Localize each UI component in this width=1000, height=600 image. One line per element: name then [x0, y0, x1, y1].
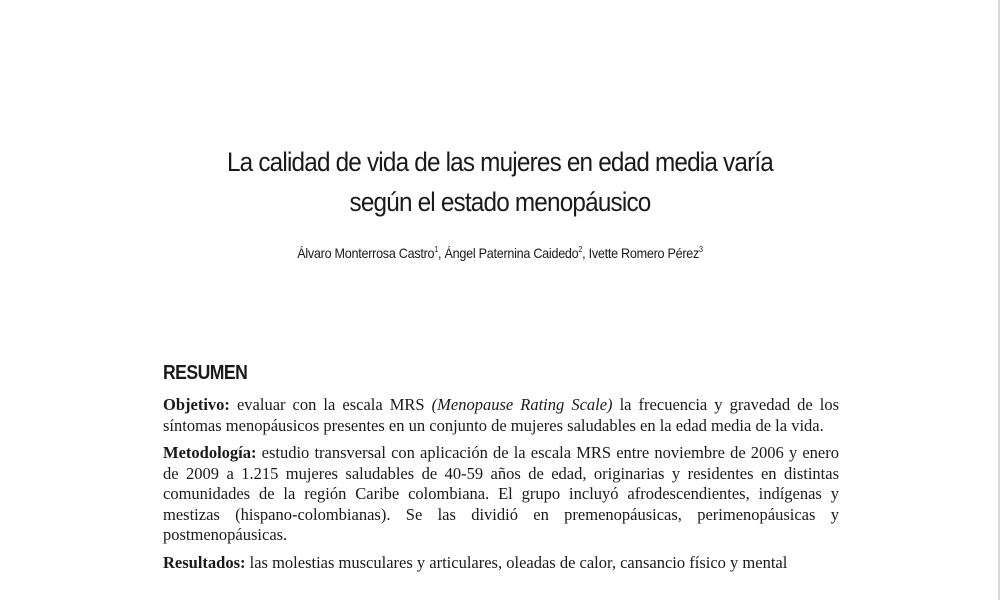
abstract-body	[163, 395, 839, 580]
author-affiliation-mark: 2	[578, 245, 583, 254]
objective-text: evaluar con la escala MRS	[229, 395, 432, 414]
abstract-results-paragraph	[163, 553, 839, 574]
author-affiliation-mark: 3	[699, 245, 703, 254]
methodology-text: estudio transversal con aplicación de la escala MRS entre noviembre de 2006 y enero de 2009 a 1.215 mujeres saludables de 40-59 años de edad, originarias y residentes en distintas comunidades de la región Caribe colombiana. El grupo incluyó afrodescendientes, indígenas y mestizas (hispano-colombianas). Se las dividió en premenopáusicas, perimenopáusicas y postmenopáusicas.	[163, 443, 839, 544]
objective-scale-name: (Menopause Rating Scale)	[431, 395, 613, 414]
author-list	[185, 240, 815, 263]
results-label: Resultados:	[163, 552, 246, 572]
author-affiliation-mark: 1	[434, 245, 439, 254]
author-name: Ángel Paternina Caidedo	[444, 245, 579, 261]
author-separator: ,	[438, 245, 445, 261]
objective-label: Objetivo:	[163, 395, 230, 414]
article-title	[185, 142, 815, 222]
abstract-heading: RESUMEN	[163, 362, 248, 384]
author-separator: ,	[582, 245, 589, 261]
objective-text-continued: la frecuencia y gravedad de los síntomas menopáusicos presentes en un conjunto de mujeres saludables en la edad media de la vida.	[163, 395, 839, 435]
results-text: las molestias musculares y articulares, oleadas de calor, cansancio físico y mental	[245, 552, 788, 572]
article-title-line-2: según el estado menopáusico	[349, 187, 651, 217]
author-name: Álvaro Monterrosa Castro	[297, 245, 435, 261]
abstract-objective-paragraph	[163, 395, 839, 436]
author-name: Ivette Romero Pérez	[588, 245, 700, 261]
abstract-methodology-paragraph	[163, 443, 839, 546]
methodology-label: Metodología:	[163, 443, 257, 462]
article-title-line-1: La calidad de vida de las mujeres en edad media varía	[226, 147, 774, 177]
